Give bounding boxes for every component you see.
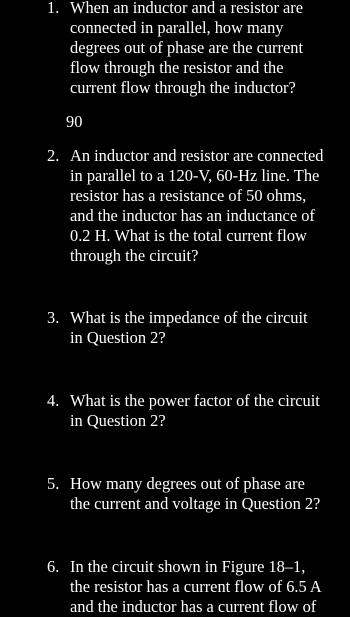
question-number: 1. — [47, 0, 60, 17]
question-line: When an inductor and a resistor are — [70, 0, 304, 17]
question-line: What is the power factor of the circuit — [70, 391, 320, 410]
question-number: 3. — [47, 308, 60, 327]
question-line: the resistor has a current flow of 6.5 A — [70, 577, 322, 596]
question-number: 5. — [47, 474, 60, 493]
question-line: and the inductor has an inductance of — [70, 206, 315, 225]
question-text — [70, 308, 344, 348]
question-number: 2. — [47, 146, 60, 165]
question-text — [70, 146, 344, 266]
question-number: 4. — [47, 391, 60, 410]
question-text — [70, 474, 344, 514]
question-line: In the circuit shown in Figure 18–1, — [70, 557, 306, 576]
question-line: What is the impedance of the circuit — [70, 308, 308, 327]
question-line: resistor has a resistance of 50 ohms, — [70, 186, 307, 205]
question-number: 6. — [47, 557, 60, 576]
question-line: in Question 2? — [70, 328, 166, 347]
question-line: in parallel to a 120-V, 60-Hz line. The — [70, 166, 320, 185]
question-line: degrees out of phase are the current — [70, 38, 303, 57]
question-line: How many degrees out of phase are — [70, 474, 305, 493]
question-line: through the circuit? — [70, 246, 199, 265]
question-text — [70, 0, 344, 98]
question-line: connected in parallel, how many — [70, 18, 284, 37]
question-line: in Question 2? — [70, 411, 166, 430]
question-line: An inductor and resistor are connected — [70, 146, 324, 165]
question-line: and the inductor has a current flow of — [70, 597, 317, 616]
question-text — [70, 557, 344, 617]
question-line: flow through the resistor and the — [70, 58, 284, 77]
question-line: the current and voltage in Question 2? — [70, 494, 321, 513]
answer-text: 90 — [66, 112, 83, 131]
question-text — [70, 391, 344, 431]
question-line: 0.2 H. What is the total current flow — [70, 226, 307, 245]
question-line: current flow through the inductor? — [70, 78, 296, 97]
